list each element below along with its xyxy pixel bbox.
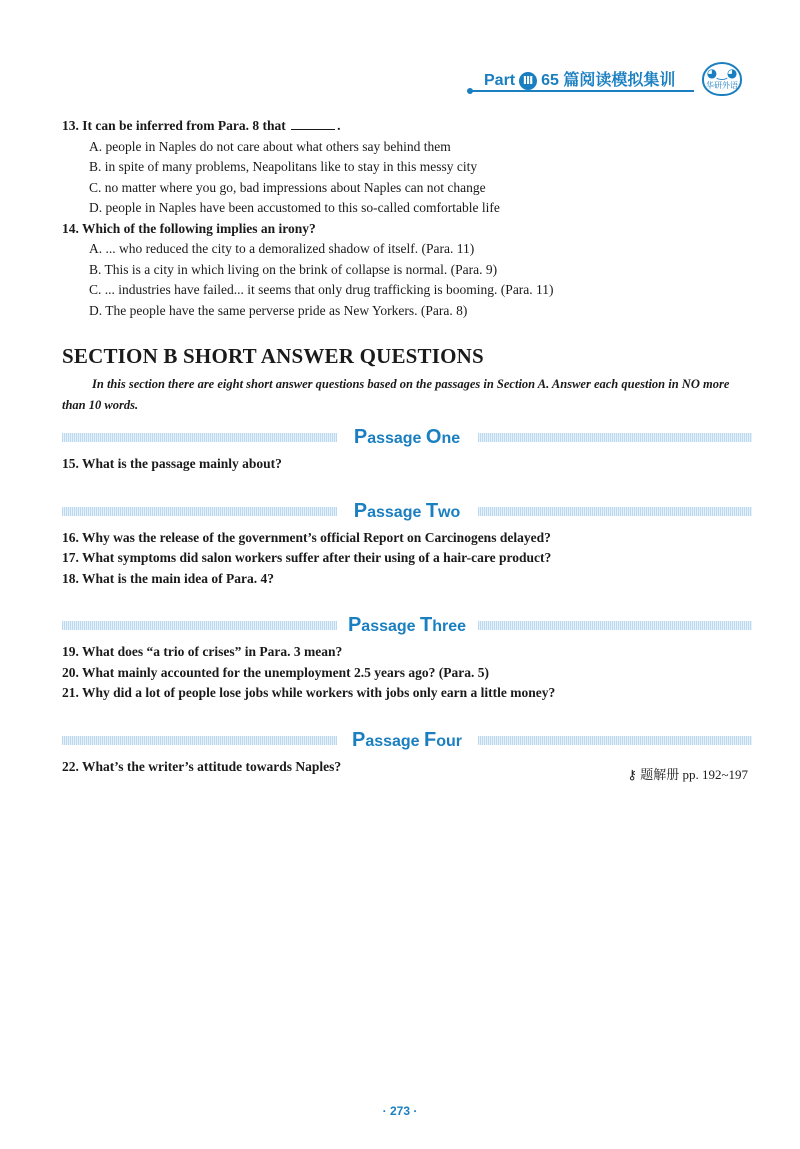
q14-option-c: C. ... industries have failed... it seems that only drug trafficking is booming. (Para. 11)	[89, 282, 554, 297]
logo-face-icon: ◕‿◕	[706, 66, 738, 80]
q13-option-d: D. people in Naples have been accustomed to this so-called comfortable life	[89, 200, 500, 215]
key-icon: ⚷	[627, 768, 637, 783]
passage-four-banner	[62, 729, 752, 753]
passage-one-banner	[62, 426, 752, 450]
passage-title-word: assage	[367, 503, 426, 521]
q13-option-b: B. in spite of many problems, Neapolitans like to stay in this messy city	[89, 159, 478, 174]
question-19: 19. What does “a trio of crises” in Para. 3 mean?	[62, 644, 343, 659]
q14-option-b: B. This is a city in which living on the brink of collapse is normal. (Para. 9)	[89, 261, 498, 277]
passage-title-cap: P	[353, 499, 368, 522]
answer-key-reference	[627, 764, 748, 783]
logo-text: 华研外语	[706, 81, 738, 90]
passage-title-cap: P	[353, 426, 368, 448]
passage-title-word: assage	[361, 618, 421, 635]
passage-title-cap: T	[425, 499, 439, 522]
passage-three-title	[62, 614, 752, 637]
question-13-text: 13. It can be inferred from Para. 8 that	[62, 118, 286, 133]
header-rule	[470, 90, 694, 92]
passage-three-banner	[62, 614, 752, 638]
question-22: 22. What’s the writer’s attitude towards Naples?	[62, 758, 342, 774]
question-20: 20. What mainly accounted for the unemployment 2.5 years ago? (Para. 5)	[62, 664, 489, 680]
section-b-title: SECTION B SHORT ANSWER QUESTIONS	[62, 344, 484, 368]
passage-title-cap: F	[424, 728, 437, 751]
answer-key-label: 题解册 pp. 192~197	[640, 767, 748, 782]
passage-title-rest: our	[436, 732, 463, 750]
q14-option-a: A. ... who reduced the city to a demoralized shadow of itself. (Para. 11)	[89, 241, 475, 256]
section-instruction: In this section there are eight short answer questions based on the passages in Section A. Answer each question in NO more than 10 words.	[62, 377, 730, 412]
passage-title-cap: O	[425, 426, 442, 448]
header-book-title: 65 篇阅读模拟集训	[541, 72, 676, 89]
publisher-logo	[702, 62, 742, 96]
question-17: 17. What symptoms did salon workers suffer after their using of a hair-care product?	[62, 550, 552, 565]
header-title	[484, 67, 675, 90]
passage-two-title	[62, 500, 752, 523]
page-number: · 273 ·	[382, 1104, 418, 1118]
answer-blank	[291, 117, 335, 130]
passage-one-title	[62, 426, 752, 449]
passage-title-cap: T	[420, 614, 433, 636]
page-header	[470, 62, 746, 96]
page-content	[62, 116, 752, 777]
passage-four-title	[62, 729, 752, 752]
header-part: Part	[484, 72, 516, 89]
header-dot	[467, 88, 473, 94]
question-16: 16. Why was the release of the government’s official Report on Carcinogens delayed?	[62, 529, 551, 545]
passage-title-rest: hree	[432, 618, 467, 635]
passage-title-rest: ne	[441, 430, 461, 447]
question-18: 18. What is the main idea of Para. 4?	[62, 570, 274, 586]
passage-title-word: assage	[367, 430, 426, 447]
part-numeral-badge: Ⅲ	[519, 72, 537, 90]
passage-title-rest: wo	[438, 503, 461, 521]
q14-option-d: D. The people have the same perverse pride as New Yorkers. (Para. 8)	[89, 302, 468, 318]
question-14-stem: 14. Which of the following implies an irony?	[62, 220, 316, 236]
q13-option-a: A. people in Naples do not care about what others say behind them	[89, 138, 451, 154]
passage-title-cap: P	[351, 728, 366, 751]
question-13-stem	[62, 116, 752, 137]
passage-two-banner	[62, 500, 752, 524]
q13-option-c: C. no matter where you go, bad impressions about Naples can not change	[89, 179, 486, 195]
question-13-period: .	[337, 118, 341, 133]
question-21: 21. Why did a lot of people lose jobs while workers with jobs only earn a little money?	[62, 685, 556, 700]
passage-title-cap: P	[347, 614, 362, 636]
passage-title-word: assage	[365, 732, 425, 750]
question-15: 15. What is the passage mainly about?	[62, 456, 282, 471]
